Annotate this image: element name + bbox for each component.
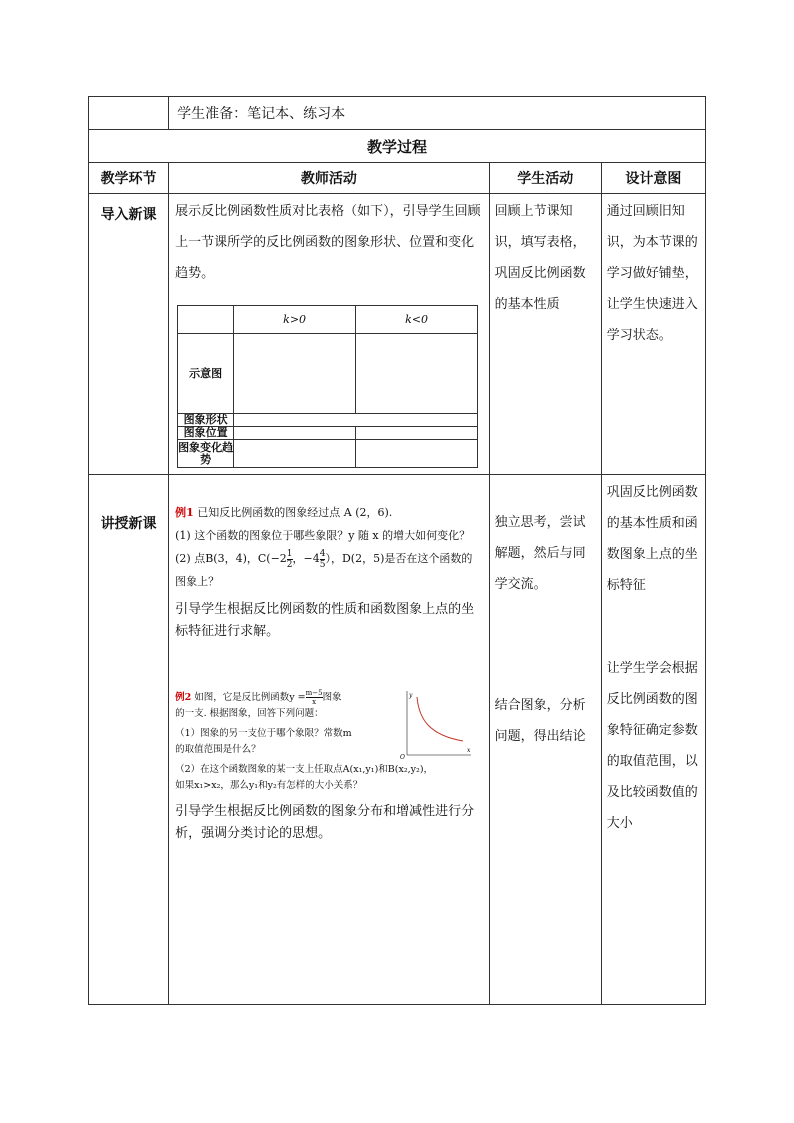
cmp-position-pos bbox=[234, 427, 356, 440]
design-intent-1: 巩固反比例函数的基本性质和函数图象上点的坐标特征 bbox=[606, 485, 698, 593]
example-1 bbox=[175, 501, 483, 593]
fraction-3-num: m−5 bbox=[305, 689, 323, 697]
example-2-q1b: 的取值范围是什么？ bbox=[175, 744, 261, 755]
q2-part-c: ），D(2，5)是否在这个函数的 bbox=[325, 552, 473, 565]
cmp-sketch-neg bbox=[356, 334, 478, 414]
guide-1: 引导学生根据反比例函数的性质和函数图象上点的坐标特征进行求解。 bbox=[175, 602, 475, 639]
fraction-2-num: 4 bbox=[319, 548, 326, 559]
student-activity-2: 结合图象，分析问题，得出结论 bbox=[494, 698, 586, 744]
hyperbola-branch bbox=[417, 697, 463, 741]
fraction-3-den: x bbox=[312, 698, 317, 706]
fraction-3 bbox=[306, 689, 323, 706]
teacher-activity-new bbox=[169, 475, 490, 1005]
cmp-k-positive: k>0 bbox=[234, 306, 356, 334]
section-title: 教学过程 bbox=[89, 130, 706, 163]
example-1-tag: 例1 bbox=[175, 506, 194, 519]
example-2-q2a: （2）在这个函数图象的某一支上任取点A(x₁,y₁)和B(x₂,y₂)， bbox=[175, 764, 434, 775]
cmp-trend-neg bbox=[356, 440, 478, 468]
guide-2: 引导学生根据反比例函数的图象分布和增减性进行分析，强调分类讨论的思想。 bbox=[175, 804, 475, 841]
example-2-q2b: 如果x₁>x₂，那么y₁和y₂有怎样的大小关系？ bbox=[175, 780, 363, 791]
origin-label: O bbox=[399, 754, 405, 759]
stage-intro: 导入新课 bbox=[89, 194, 169, 475]
cmp-corner bbox=[178, 306, 234, 334]
cmp-sketch-label: 示意图 bbox=[178, 334, 234, 414]
stage-new-lesson: 讲授新课 bbox=[89, 475, 169, 1005]
design-intent-intro: 通过回顾旧知识，为本节课的学习做好铺垫，让学生快速进入学习状态。 bbox=[601, 194, 705, 475]
header-stage: 教学环节 bbox=[89, 163, 169, 194]
example-1-q1: (1) 这个函数的图象位于哪些象限？y 随 x 的增大如何变化？ bbox=[175, 529, 471, 542]
example-1-stem: 已知反比例函数的图象经过点 A (2，6). bbox=[197, 506, 393, 519]
header-teacher: 教师活动 bbox=[169, 163, 490, 194]
example-1-q2-end: 图象上？ bbox=[175, 575, 220, 588]
teacher-activity-intro bbox=[169, 194, 490, 475]
lesson-table bbox=[88, 96, 706, 1005]
example-2-stem-a: 如图，它是反比例函数y = bbox=[194, 692, 306, 703]
q2-part-b: ，−4 bbox=[292, 552, 320, 565]
cmp-shape-value bbox=[234, 414, 478, 427]
fraction-2-den: 5 bbox=[319, 559, 326, 570]
example-2-tag: 例2 bbox=[175, 692, 192, 703]
student-preparation: 学生准备：笔记本、练习本 bbox=[169, 97, 706, 130]
example-2-line2: 的一支. 根据图象，回答下列问题： bbox=[175, 708, 324, 719]
fraction-1-den: 2 bbox=[286, 559, 293, 570]
x-axis-label: x bbox=[466, 747, 471, 754]
cmp-shape-label: 图象形状 bbox=[178, 414, 234, 427]
fraction-1-num: 1 bbox=[286, 548, 293, 559]
cmp-trend-pos bbox=[234, 440, 356, 468]
prep-empty-cell bbox=[89, 97, 169, 130]
example-2 bbox=[175, 689, 483, 801]
cmp-sketch-pos bbox=[234, 334, 356, 414]
intro-text: 展示反比例函数性质对比表格（如下），引导学生回顾上一节课所学的反比例函数的图象形状、位置和变化趋势。 bbox=[175, 204, 481, 281]
q2-part-a: (2) 点B(3，4)，C(−2 bbox=[175, 552, 287, 565]
cmp-position-label: 图象位置 bbox=[178, 427, 234, 440]
example-2-q1a: （1）图象的另一支位于哪个象限？常数m bbox=[175, 728, 352, 739]
cmp-k-negative: k<0 bbox=[356, 306, 478, 334]
cmp-trend-label: 图象变化趋势 bbox=[178, 440, 234, 466]
example-2-stem-b: 图象 bbox=[322, 692, 342, 703]
student-activity-1: 独立思考，尝试解题，然后与同学交流。 bbox=[494, 515, 586, 592]
comparison-table bbox=[177, 305, 478, 468]
student-activity-intro: 回顾上节课知识，填写表格，巩固反比例函数的基本性质 bbox=[489, 194, 601, 475]
example-1-q2 bbox=[175, 547, 483, 570]
header-student: 学生活动 bbox=[489, 163, 601, 194]
lesson-plan-document bbox=[88, 96, 706, 1005]
cmp-position-neg bbox=[356, 427, 478, 440]
design-intent-new bbox=[601, 475, 705, 1005]
y-axis-label: y bbox=[408, 692, 413, 699]
header-intent: 设计意图 bbox=[601, 163, 705, 194]
student-activity-new bbox=[489, 475, 601, 1005]
hyperbola-graph bbox=[395, 689, 475, 759]
design-intent-2: 让学生学会根据反比例函数的图象特征确定参数的取值范围，以及比较函数值的大小 bbox=[606, 661, 698, 831]
